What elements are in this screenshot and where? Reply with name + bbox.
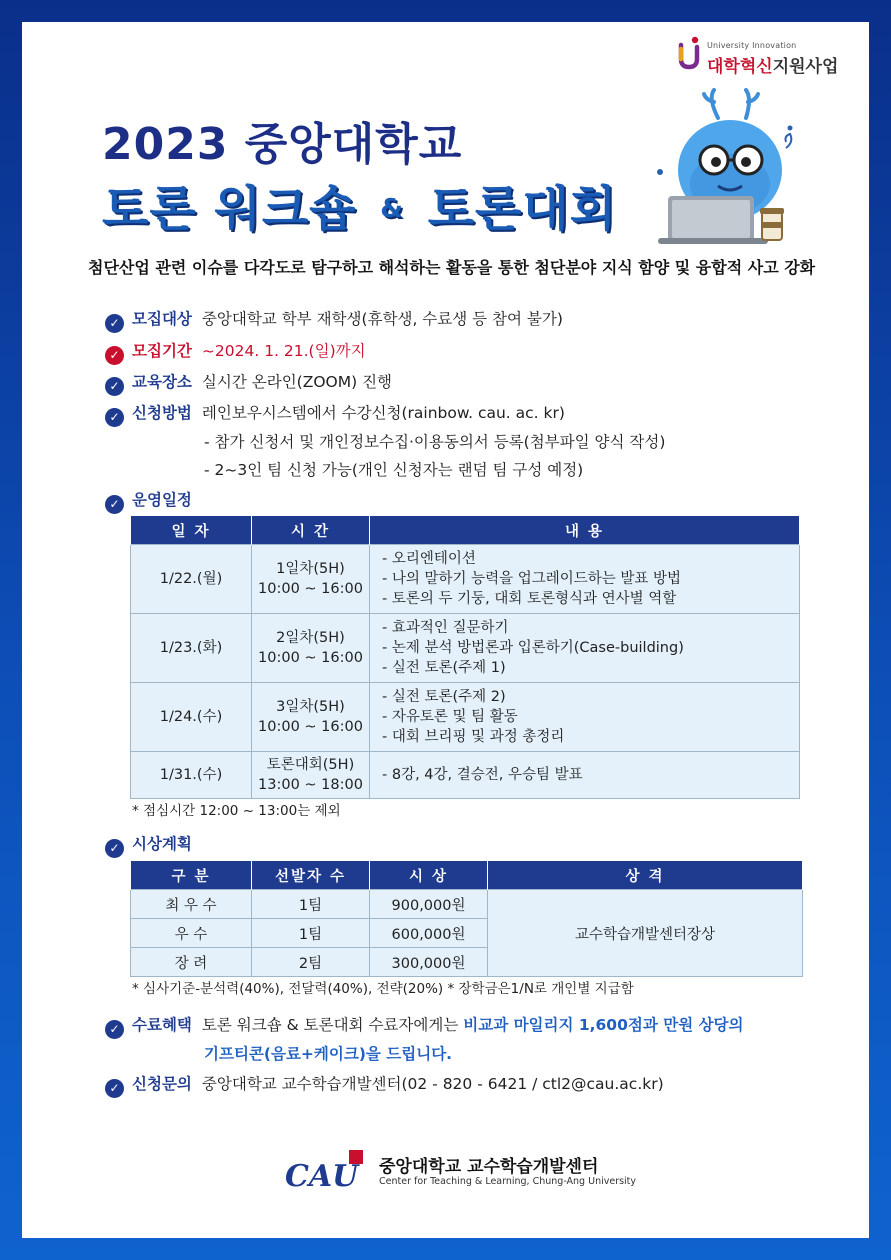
check-icon: ✓ [105, 377, 124, 396]
check-icon: ✓ [105, 314, 124, 333]
col-grade: 구 분 [131, 861, 252, 890]
col-content: 내 용 [370, 516, 800, 545]
schedule-header-row [131, 516, 800, 545]
schedule-heading: ✓ 운영일정 [105, 488, 202, 514]
subtitle: 첨단산업 관련 이슈를 다각도로 탐구하고 해석하는 활동을 통한 첨단분야 지식 함양 및 융합적 사고 강화 [88, 258, 816, 277]
check-icon: ✓ [105, 346, 124, 365]
prizes-heading: ✓ 시상계획 [105, 832, 202, 858]
table-row [131, 752, 800, 799]
title-contest: 토론대회 [427, 181, 618, 237]
info-recruit-period: ✓ 모집기간 ~2024. 1. 21.(일)까지 [105, 339, 366, 365]
schedule-content: - 효과적인 질문하기 - 논제 분석 방법론과 입론하기(Case-building) - 실전 토론(주제 1) [370, 614, 800, 683]
table-row [131, 545, 800, 614]
prize-award: 교수학습개발센터장상 [488, 890, 803, 977]
info-apply-method: ✓ 신청방법 레인보우시스템에서 수강신청(rainbow. cau. ac. kr) [105, 401, 565, 427]
col-count: 선발자 수 [252, 861, 370, 890]
prize-count: 2팀 [252, 948, 370, 977]
schedule-content: - 8강, 4강, 결승전, 우승팀 발표 [370, 752, 800, 799]
schedule-table [130, 516, 800, 799]
schedule-date: 1/22.(월) [131, 545, 252, 614]
prize-amount: 900,000원 [370, 890, 488, 919]
mascot-illustration [648, 88, 798, 248]
prize-count: 1팀 [252, 890, 370, 919]
prize-grade: 장 려 [131, 948, 252, 977]
prizes-table [130, 861, 803, 977]
info-place: ✓ 교육장소 실시간 온라인(ZOOM) 진행 [105, 370, 392, 396]
prize-amount: 300,000원 [370, 948, 488, 977]
schedule-date: 1/23.(화) [131, 614, 252, 683]
prize-grade: 최 우 수 [131, 890, 252, 919]
check-icon: ✓ [105, 495, 124, 514]
footer-name-en: Center for Teaching & Learning, Chung-Ang University [379, 1176, 637, 1187]
table-row [131, 890, 803, 919]
title-amp: & [380, 194, 404, 224]
prizes-header-row [131, 861, 803, 890]
schedule-time: 토론대회(5H) 13:00 ~ 18:00 [252, 752, 370, 799]
logo-small-text: University Innovation [707, 41, 797, 50]
benefit-row: ✓ 수료혜택 토론 워크숍 & 토론대회 수료자에게는 비교과 마일리지 1,600점과 만원 상당의 [105, 1013, 744, 1039]
col-time: 시 간 [252, 516, 370, 545]
schedule-date: 1/31.(수) [131, 752, 252, 799]
footer-logo [283, 1148, 637, 1194]
footer-name-ko: 중앙대학교 교수학습개발센터 [379, 1157, 599, 1177]
contact-row: ✓ 신청문의 중앙대학교 교수학습개발센터(02 - 820 - 6421 / ctl2@cau.ac.kr) [105, 1072, 664, 1098]
schedule-note: * 점심시간 12:00 ~ 13:00는 제외 [132, 803, 341, 819]
logo-big-text: 대학혁신지원사업 [707, 57, 839, 77]
ui-logo-icon [677, 35, 703, 71]
svg-text:CAU: CAU [285, 1159, 359, 1190]
col-date: 일 자 [131, 516, 252, 545]
check-icon: ✓ [105, 839, 124, 858]
title-line2 [102, 170, 617, 239]
schedule-time: 2일차(5H) 10:00 ~ 16:00 [252, 614, 370, 683]
apply-note-2: - 2~3인 팀 신청 가능(개인 신청자는 랜덤 팀 구성 예정) [204, 461, 584, 479]
title-line1: 2023 중앙대학교 [102, 119, 463, 170]
table-row [131, 614, 800, 683]
info-recruit-target: ✓ 모집대상 중앙대학교 학부 재학생(휴학생, 수료생 등 참여 불가) [105, 307, 563, 333]
apply-note-1: - 참가 신청서 및 개인정보수집·이용동의서 등록(첨부파일 양식 작성) [204, 433, 666, 451]
schedule-time: 3일차(5H) 10:00 ~ 16:00 [252, 683, 370, 752]
benefit-highlight-2: 기프티콘(음료+케이크)을 드립니다. [204, 1045, 453, 1063]
schedule-date: 1/24.(수) [131, 683, 252, 752]
prizes-note: * 심사기준-분석력(40%), 전달력(40%), 전략(20%) * 장학금은1/N로 개인별 지급함 [132, 981, 634, 997]
check-icon: ✓ [105, 1020, 124, 1039]
schedule-time: 1일차(5H) 10:00 ~ 16:00 [252, 545, 370, 614]
prize-amount: 600,000원 [370, 919, 488, 948]
cau-logo-icon [283, 1150, 375, 1190]
check-icon: ✓ [105, 1079, 124, 1098]
title-workshop: 토론 워크숍 [102, 181, 357, 237]
col-award: 상 격 [488, 861, 803, 890]
prize-grade: 우 수 [131, 919, 252, 948]
schedule-content: - 실전 토론(주제 2) - 자유토론 및 팀 활동 - 대회 브리핑 및 과정 총정리 [370, 683, 800, 752]
col-amount: 시 상 [370, 861, 488, 890]
university-innovation-logo [677, 33, 862, 75]
table-row [131, 683, 800, 752]
schedule-content: - 오리엔테이션 - 나의 말하기 능력을 업그레이드하는 발표 방법 - 토론의 두 기둥, 대회 토론형식과 연사별 역할 [370, 545, 800, 614]
prize-count: 1팀 [252, 919, 370, 948]
check-icon: ✓ [105, 408, 124, 427]
